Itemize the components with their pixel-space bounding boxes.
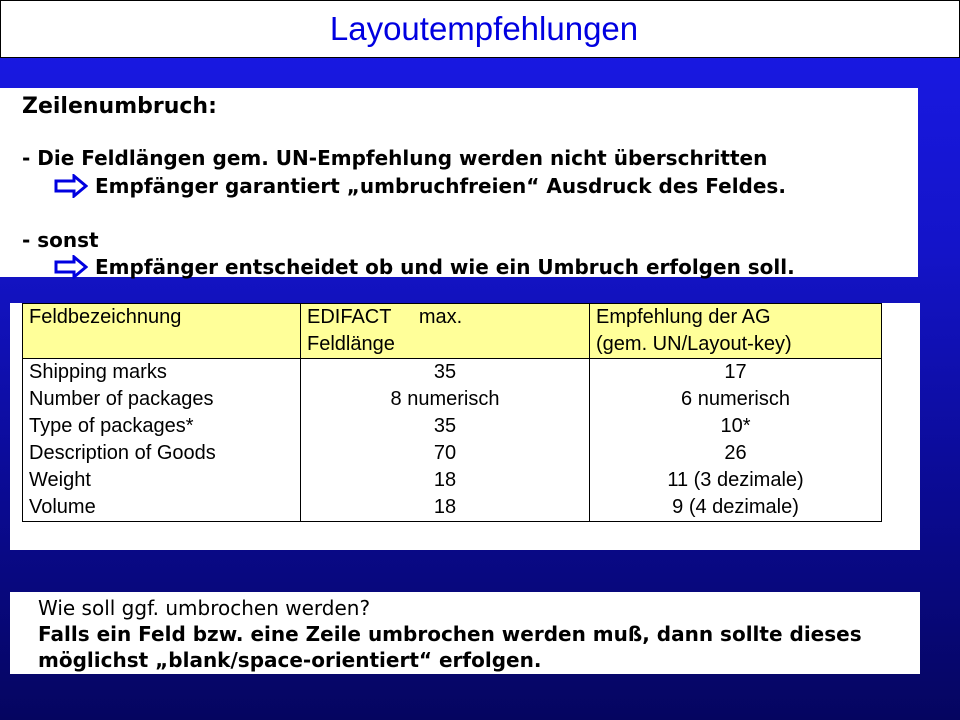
rule-line-3: - sonst [22,228,99,252]
header-recommendation-line2: (gem. UN/Layout-key) [596,333,792,355]
recommended-length: 6 numerisch [681,388,790,410]
field-name: Shipping marks [29,361,167,383]
section-heading: Zeilenumbruch: [22,94,217,119]
field-table-panel [10,303,920,550]
guidance-question: Wie soll ggf. umbrochen werden? [38,596,371,620]
wrap-guidance-panel [10,592,920,674]
edifact-length: 18 [433,469,457,491]
header-recommendation-line1: Empfehlung der AG [596,306,771,328]
edifact-length: 8 numerisch [390,388,500,410]
header-recommendation [590,304,882,359]
edifact-lengths-cell [301,359,590,522]
recommended-length: 9 (4 dezimale) [672,496,799,518]
edifact-length: 18 [433,496,457,518]
guidance-line-1: Falls ein Feld bzw. eine Zeile umbrochen werden muß, dann sollte dieses [38,622,862,646]
rule-line-4: Empfänger entscheidet ob und wie ein Umbruch erfolgen soll. [95,255,795,279]
recommended-length: 26 [724,442,747,464]
table-header-row [23,304,882,359]
field-name: Description of Goods [29,442,216,464]
header-field-name-label: Feldbezeichnung [29,306,182,328]
right-arrow-icon [54,174,88,198]
title-bar [0,0,960,58]
header-field-name [23,304,301,359]
recommended-length: 10* [720,415,751,437]
field-length-table [22,303,882,522]
table-body-row [23,359,882,522]
edifact-length: 70 [433,442,457,464]
edifact-length: 35 [433,415,457,437]
recommendation-cell [590,359,882,522]
line-break-panel [0,88,918,277]
header-edifact-line2: Feldlänge [307,333,395,355]
field-name: Type of packages* [29,415,194,437]
guidance-line-2: möglichst „blank/space-orientiert“ erfolgen. [38,648,542,672]
field-name: Number of packages [29,388,214,410]
edifact-length: 35 [433,361,457,383]
slide-title: Layoutempfehlungen [329,10,639,47]
rule-line-2: Empfänger garantiert „umbruchfreien“ Ausdruck des Feldes. [95,174,786,198]
field-name: Volume [29,496,96,518]
field-names-cell [23,359,301,522]
header-edifact-line1: EDIFACT max. [307,306,463,328]
recommended-length: 11 (3 dezimale) [667,469,804,491]
header-edifact [301,304,590,359]
recommended-length: 17 [724,361,747,383]
field-name: Weight [29,469,91,491]
rule-line-1: - Die Feldlängen gem. UN-Empfehlung werden nicht überschritten [22,146,768,170]
right-arrow-icon [54,255,88,279]
